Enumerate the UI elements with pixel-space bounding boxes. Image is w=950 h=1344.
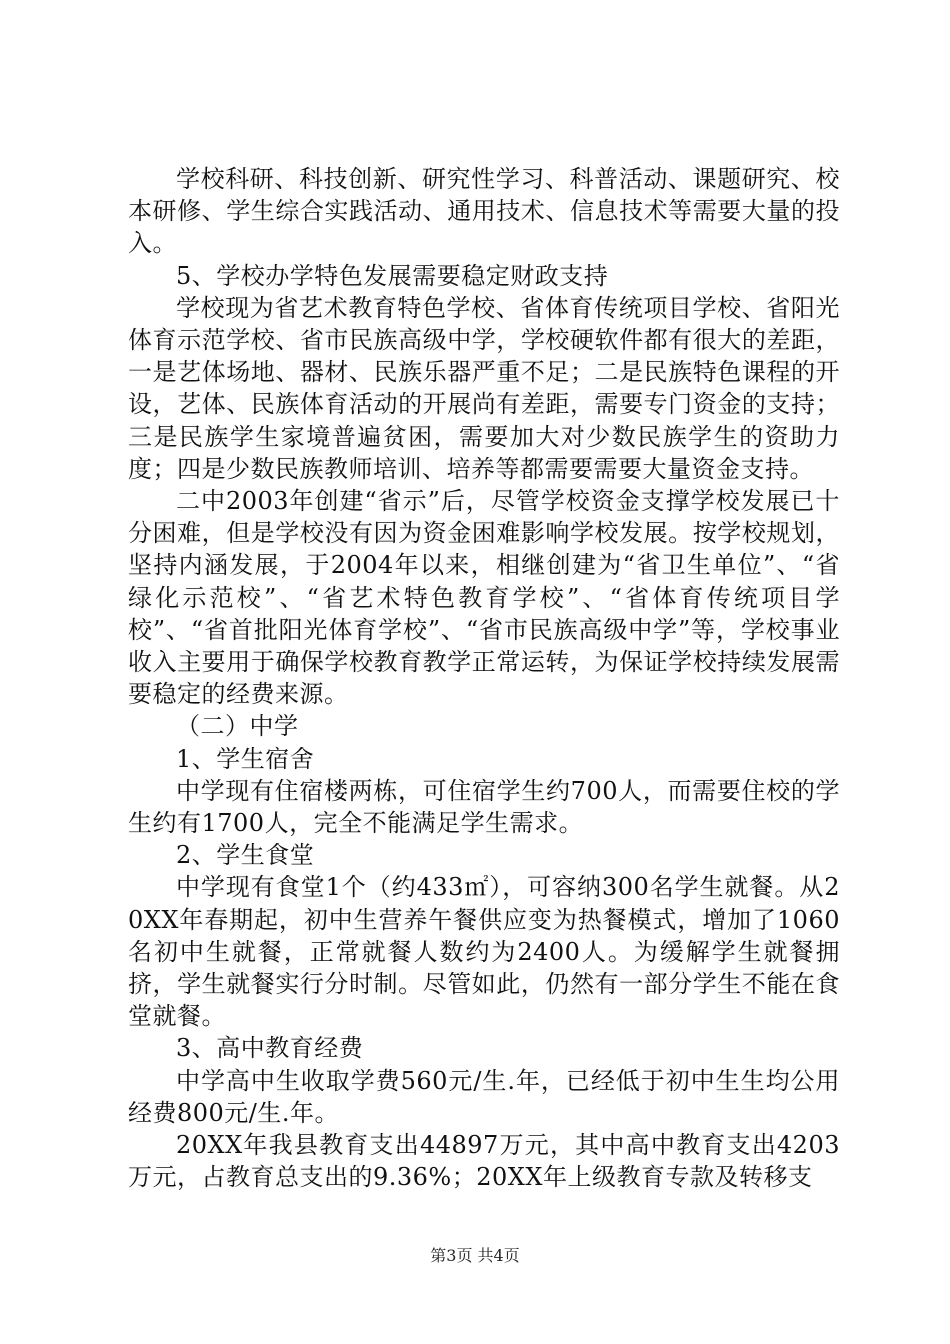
paragraph-characteristic-schools: 学校现为省艺术教育特色学校、省体育传统项目学校、省阳光体育示范学校、省市民族高级中学，学校硬软件都有很大的差距，一是艺体场地、器材、民族乐器严重不足；二是民族特色课程的开设，艺体、民族体育活动的开展尚有差距，需要专门资金的支持；三是民族学生家境普遍贫困，需要加大对少数民族学生的资助力度；四是少数民族教师培训、培养等都需要需要大量资金支持。 xyxy=(128,293,840,483)
paragraph-tuition: 中学高中生收取学费560元/生.年，已经低于初中生生均公用经费800元/生.年。 xyxy=(128,1066,840,1127)
heading-high-school-funding: 3、高中教育经费 xyxy=(176,1034,364,1063)
paragraph-dormitory: 中学现有住宿楼两栋，可住宿学生约700人，而需要住校的学生约有1700人，完全不能满足学生需求。 xyxy=(128,776,840,838)
page-number-footer: 第3页 共4页 xyxy=(430,1246,520,1265)
heading-canteen: 2、学生食堂 xyxy=(176,841,315,870)
heading-school-characteristics: 5、学校办学特色发展需要稳定财政支持 xyxy=(176,261,609,290)
section-heading-middle-school: （二）中学 xyxy=(176,712,299,741)
paragraph-research-investment: 学校科研、科技创新、研究性学习、科普活动、课题研究、校本研修、学生综合实践活动、通用技术、信息技术等需要大量的投入。 xyxy=(128,165,840,258)
paragraph-education-expenditure: 20XX年我县教育支出44897万元，其中高中教育支出4203万元，占教育总支出的9.36%；20XX年上级教育专款及转移支 xyxy=(128,1131,840,1192)
heading-dormitory: 1、学生宿舍 xyxy=(176,744,315,773)
document-body xyxy=(128,163,840,1194)
paragraph-canteen: 中学现有食堂1个（约433㎡），可容纳300名学生就餐。从20XX年春期起，初中生营养午餐供应变为热餐模式，增加了1060名初中生就餐，正常就餐人数约为2400人。为缓解学生就餐拥挤，学生就餐实行分时制。尽管如此，仍然有一部分学生不能在食堂就餐。 xyxy=(128,873,840,1031)
paragraph-school-history: 二中2003年创建“省示”后，尽管学校资金支撑学校发展已十分困难，但是学校没有因为资金困难影响学校发展。按学校规划，坚持内涵发展，于2004年以来，相继创建为“省卫生单位”、“省绿化示范校”、“省艺术特色教育学校”、“省体育传统项目学校”、“省首批阳光体育学校”、“省市民族高级中学”等，学校事业收入主要用于确保学校教育教学正常运转，为保证学校持续发展需要稳定的经费来源。 xyxy=(128,487,840,709)
